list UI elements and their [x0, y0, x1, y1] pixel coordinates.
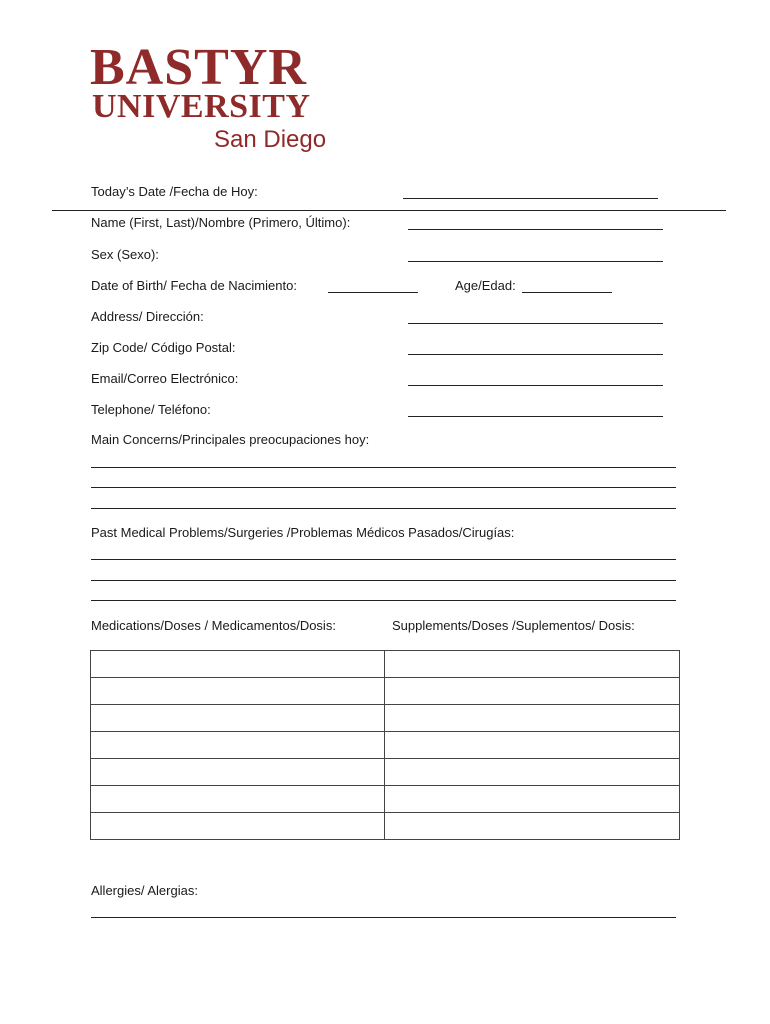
- medications-label: Medications/Doses / Medicamentos/Dosis:: [91, 618, 336, 633]
- supplement-cell[interactable]: [384, 813, 680, 840]
- name-label: Name (First, Last)/Nombre (Primero, Último):: [91, 215, 351, 230]
- logo-university: UNIVERSITY: [92, 88, 311, 125]
- table-row: [91, 786, 680, 813]
- table-row: [91, 678, 680, 705]
- name-field[interactable]: [408, 229, 663, 230]
- logo-bastyr: BASTYR: [90, 39, 307, 96]
- table-row: [91, 705, 680, 732]
- header-divider: [52, 210, 726, 211]
- supplements-label: Supplements/Doses /Suplementos/ Dosis:: [392, 618, 635, 633]
- medication-cell[interactable]: [91, 705, 385, 732]
- allergies-label: Allergies/ Alergias:: [91, 883, 198, 898]
- dob-label: Date of Birth/ Fecha de Nacimiento:: [91, 278, 297, 293]
- table-row: [91, 813, 680, 840]
- email-field[interactable]: [408, 385, 663, 386]
- medication-cell[interactable]: [91, 813, 385, 840]
- age-label: Age/Edad:: [455, 278, 516, 293]
- medications-table: [90, 650, 680, 840]
- telephone-label: Telephone/ Teléfono:: [91, 402, 211, 417]
- zip-label: Zip Code/ Código Postal:: [91, 340, 236, 355]
- medication-cell[interactable]: [91, 651, 385, 678]
- past-medical-line[interactable]: [91, 559, 676, 560]
- supplement-cell[interactable]: [384, 732, 680, 759]
- supplement-cell[interactable]: [384, 705, 680, 732]
- supplement-cell[interactable]: [384, 678, 680, 705]
- sex-label: Sex (Sexo):: [91, 247, 159, 262]
- table-row: [91, 651, 680, 678]
- todays-date-label: Today’s Date /Fecha de Hoy:: [91, 184, 258, 199]
- allergies-line[interactable]: [91, 917, 676, 918]
- sex-field[interactable]: [408, 261, 663, 262]
- telephone-field[interactable]: [408, 416, 663, 417]
- medication-cell[interactable]: [91, 678, 385, 705]
- address-field[interactable]: [408, 323, 663, 324]
- medication-cell[interactable]: [91, 732, 385, 759]
- medication-cell[interactable]: [91, 759, 385, 786]
- logo-san-diego: San Diego: [214, 126, 327, 153]
- supplement-cell[interactable]: [384, 759, 680, 786]
- supplement-cell[interactable]: [384, 651, 680, 678]
- main-concerns-line[interactable]: [91, 467, 676, 468]
- supplement-cell[interactable]: [384, 786, 680, 813]
- email-label: Email/Correo Electrónico:: [91, 371, 239, 386]
- age-field[interactable]: [522, 292, 612, 293]
- past-medical-line[interactable]: [91, 600, 676, 601]
- past-medical-label: Past Medical Problems/Surgeries /Problemas Médicos Pasados/Cirugías:: [91, 525, 515, 540]
- zip-field[interactable]: [408, 354, 663, 355]
- medication-cell[interactable]: [91, 786, 385, 813]
- dob-field[interactable]: [328, 292, 418, 293]
- main-concerns-line[interactable]: [91, 508, 676, 509]
- main-concerns-line[interactable]: [91, 487, 676, 488]
- past-medical-line[interactable]: [91, 580, 676, 581]
- address-label: Address/ Dirección:: [91, 309, 204, 324]
- main-concerns-label: Main Concerns/Principales preocupaciones hoy:: [91, 432, 370, 447]
- todays-date-field[interactable]: [403, 198, 658, 199]
- table-row: [91, 732, 680, 759]
- table-row: [91, 759, 680, 786]
